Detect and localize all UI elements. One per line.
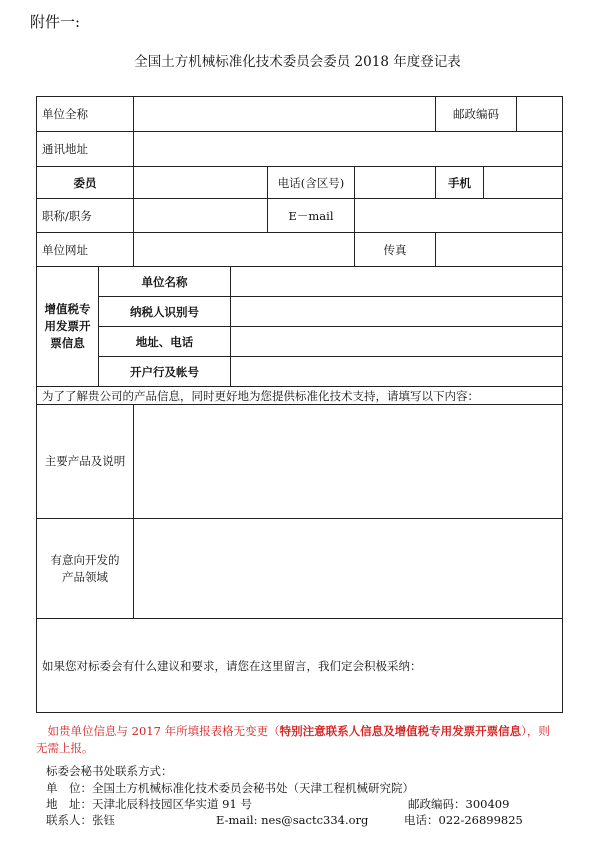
annex-label: 附件一: — [30, 13, 81, 31]
postcode-label: 邮政编码 — [436, 97, 517, 132]
vat-bank-account-label: 开户行及帐号 — [99, 357, 231, 387]
intro-text: 为了了解贵公司的产品信息，同时更好地为您提供标准化技术支持，请填写以下内容： — [37, 387, 563, 405]
vat-bank-account-input[interactable] — [231, 357, 563, 387]
phone-input[interactable] — [355, 167, 436, 199]
suggestion-box[interactable] — [37, 619, 563, 713]
contact-person-value: 张钰 — [92, 813, 115, 827]
form-title: 全国土方机械标准化技术委员会委员 2018 年度登记表 — [134, 54, 461, 70]
address-input[interactable] — [134, 132, 563, 167]
postcode-input[interactable] — [517, 97, 563, 132]
email-input[interactable] — [355, 199, 563, 233]
notice-text-1: 如贵单位信息与 2017 年所填报表格无变更（ — [47, 724, 280, 738]
contact-heading: 标委会秘书处联系方式： — [46, 764, 173, 778]
vat-unit-name-label: 单位名称 — [99, 267, 231, 297]
member-input[interactable] — [134, 167, 268, 199]
contact-phone: 电话：022-26899825 — [404, 813, 523, 827]
products-input[interactable] — [134, 405, 563, 519]
mobile-input[interactable] — [484, 167, 563, 199]
website-label: 单位网址 — [37, 233, 134, 267]
member-label: 委员 — [37, 167, 134, 199]
products-label: 主要产品及说明 — [37, 405, 134, 519]
contact-unit-value: 全国土方机械标准化技术委员会秘书处（天津工程机械研究院） — [92, 781, 414, 795]
vat-unit-name-input[interactable] — [231, 267, 563, 297]
mobile-label: 手机 — [436, 167, 484, 199]
contact-unit-label: 单 位： — [46, 781, 92, 795]
contact-address-label: 地 址： — [46, 797, 92, 811]
title-label: 职称/职务 — [37, 199, 134, 233]
vat-tax-id-input[interactable] — [231, 297, 563, 327]
develop-label: 有意向开发的产品领域 — [37, 519, 134, 619]
title-input[interactable] — [134, 199, 268, 233]
notice-emphasis: 特别注意联系人信息及增值税专用发票开票信息 — [279, 724, 522, 738]
address-label: 通讯地址 — [37, 132, 134, 167]
fax-label: 传真 — [355, 233, 436, 267]
develop-input[interactable] — [134, 519, 563, 619]
unit-name-input[interactable] — [134, 97, 436, 132]
contact-person-label: 联系人： — [46, 813, 92, 827]
phone-label: 电话(含区号) — [268, 167, 355, 199]
unit-name-label: 单位全称 — [37, 97, 134, 132]
email-label: E－mail — [268, 199, 355, 233]
contact-address — [46, 799, 252, 811]
vat-address-phone-label: 地址、电话 — [99, 327, 231, 357]
fax-input[interactable] — [436, 233, 563, 267]
suggestion-prompt: 如果您对标委会有什么建议和要求，请您在这里留言，我们定会积极采纳： — [42, 658, 422, 673]
notice-text-2: ），则无需上报。 — [36, 724, 550, 756]
website-input[interactable] — [134, 233, 355, 267]
contact-person — [46, 815, 115, 827]
registration-form — [36, 96, 563, 713]
vat-label: 增值税专用发票开票信息 — [37, 267, 99, 387]
contact-unit — [46, 783, 414, 795]
contact-email: E-mail: nes@sactc334.org — [216, 813, 369, 827]
vat-tax-id-label: 纳税人识别号 — [99, 297, 231, 327]
contact-postcode: 邮政编码：300409 — [408, 797, 510, 811]
vat-address-phone-input[interactable] — [231, 327, 563, 357]
contact-address-value: 天津北辰科技园区华实道 91 号 — [92, 797, 252, 811]
notice — [36, 723, 560, 758]
